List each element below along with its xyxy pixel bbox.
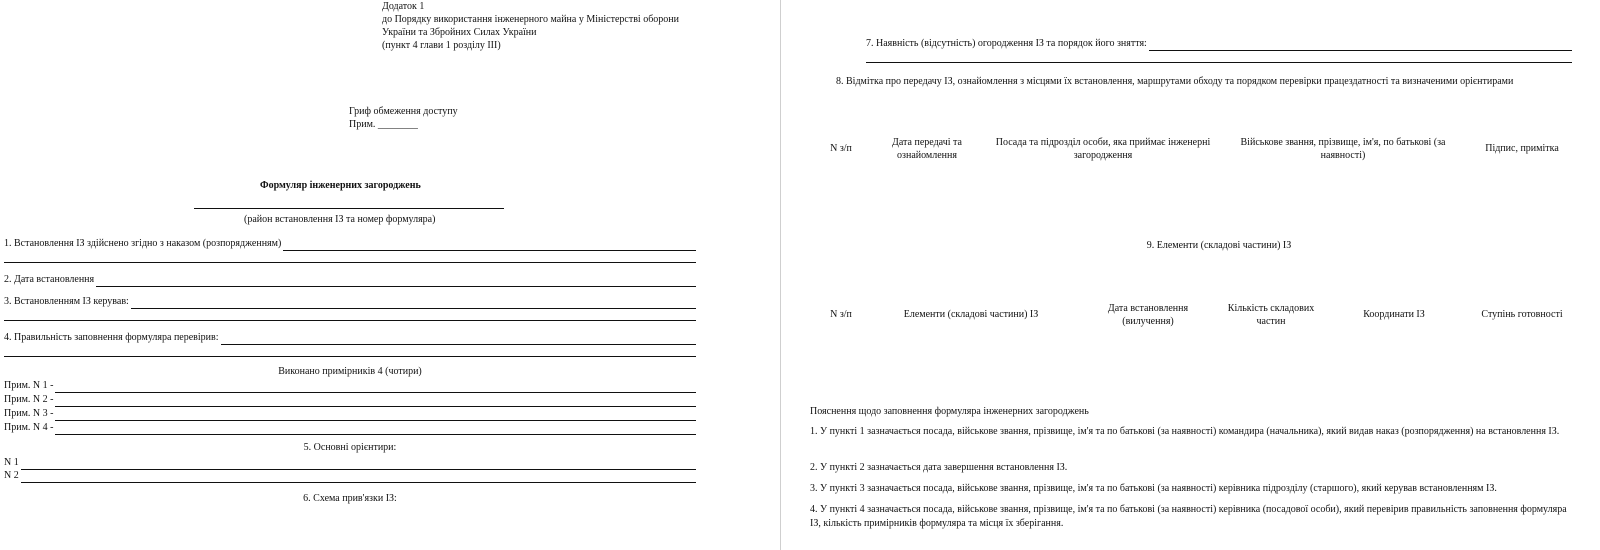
copy-row	[4, 380, 696, 393]
table9-header-cell: Ступінь готовності	[1481, 309, 1563, 320]
field-order-input[interactable]	[283, 241, 696, 251]
classification-label: Гриф обмеження доступу	[349, 106, 458, 117]
landmarks-heading: 5. Основні орієнтири:	[303, 442, 397, 453]
field-date-row	[4, 274, 696, 287]
table9-header-cell: Елементи (складові частини) ІЗ	[903, 309, 1039, 320]
left-page	[0, 0, 780, 550]
field-supervisor-input[interactable]	[131, 299, 696, 309]
copy-label: Прим. N 4 -	[4, 422, 54, 433]
note-paragraph: 4. У пункті 4 зазначається посада, військове звання, прізвище, ім'я та по батькові (за наявності) керівника (посадової особи), який перевірив правильність заповнення формуляра ІЗ, кількість примірників формуляра та місця їх зберігання.	[810, 504, 1567, 529]
copy-input[interactable]	[55, 383, 696, 393]
field-date-input[interactable]	[96, 277, 696, 287]
item7-input[interactable]	[1149, 41, 1572, 51]
region-number-caption: (район встановлення ІЗ та номер формуляра)	[244, 214, 436, 225]
table8-header-cell: N з/п	[830, 143, 852, 154]
landmark-input[interactable]	[21, 460, 696, 470]
annex-line-3: України та Збройних Силах України	[382, 27, 537, 38]
field-supervisor-row	[4, 296, 696, 309]
note-paragraph: 3. У пункті 3 зазначається посада, військове звання, прізвище, ім'я та по батькові (за наявності) керівника підрозділу (старшого), який керував встановленням ІЗ.	[810, 483, 1497, 494]
annex-line-4: (пункт 4 глави 1 розділу III)	[382, 40, 501, 51]
copy-input[interactable]	[55, 425, 696, 435]
table9-header-cell: Кількість складових частин	[1227, 303, 1315, 327]
field-order-line-2[interactable]	[4, 262, 696, 263]
item7-row	[866, 38, 1572, 51]
table9-header-cell: N з/п	[830, 309, 852, 320]
note-paragraph: 2. У пункті 2 зазначається дата завершення встановлення ІЗ.	[810, 462, 1068, 473]
item7-line-2[interactable]	[866, 62, 1572, 63]
note-paragraph: 1. У пункті 1 зазначається посада, військове звання, прізвище, ім'я та по батькові (за наявності) командира (начальника), який видав наказ (розпорядження) на встановлення ІЗ.	[810, 426, 1560, 437]
copy-label: Прим. N 1 -	[4, 380, 54, 391]
copy-row	[4, 408, 696, 421]
item9-heading: 9. Елементи (складові частини) ІЗ	[1146, 240, 1292, 251]
copy-label: Прим. N 2 -	[4, 394, 54, 405]
landmark-label: N 1	[4, 457, 19, 468]
field-checker-input[interactable]	[221, 335, 696, 345]
field-checker-line-2[interactable]	[4, 356, 696, 357]
table9-header-cell: Координати ІЗ	[1363, 309, 1425, 320]
right-page	[782, 0, 1600, 550]
landmark-label: N 2	[4, 470, 19, 481]
annex-line-2: до Порядку використання інженерного майна у Міністерстві оборони	[382, 14, 679, 25]
copy-row	[4, 394, 696, 407]
copy-input[interactable]	[55, 397, 696, 407]
notes-heading: Пояснення щодо заповнення формуляра інженерних загороджень	[810, 406, 1089, 417]
item7-label: 7. Наявність (відсутність) огородження ІЗ та порядок його зняття:	[866, 38, 1147, 49]
copy-input[interactable]	[55, 411, 696, 421]
annex-line-1: Додаток 1	[382, 1, 425, 12]
field-checker-row	[4, 332, 696, 345]
table8-header-cell: Військове звання, прізвище, ім'я, по батькові (за наявності)	[1240, 137, 1446, 161]
field-supervisor-line-2[interactable]	[4, 320, 696, 321]
page-divider	[780, 0, 781, 550]
item8-heading: 8. Відмітка про передачу ІЗ, ознайомлення з місцями їх встановлення, маршрутами обходу та порядком перевірки працездатності та визначеними орієнтирами	[836, 76, 1514, 87]
landmark-row	[4, 470, 696, 483]
copy-row	[4, 422, 696, 435]
form-title: Формуляр інженерних загороджень	[260, 180, 421, 191]
table8-header-cell: Підпис, примітка	[1485, 143, 1559, 154]
landmark-row	[4, 457, 696, 470]
copy-label: Прим. ________	[349, 119, 418, 130]
field-order-label: 1. Встановлення ІЗ здійснено згідно з наказом (розпорядженням)	[4, 238, 282, 249]
field-date-label: 2. Дата встановлення	[4, 274, 95, 285]
region-number-line[interactable]	[194, 208, 504, 209]
field-order-row	[4, 238, 696, 251]
field-supervisor-label: 3. Встановленням ІЗ керував:	[4, 296, 129, 307]
table9-header-cell: Дата встановлення (вилучення)	[1107, 303, 1189, 327]
scheme-heading: 6. Схема прив'язки ІЗ:	[303, 493, 397, 504]
table8-header-cell: Дата передачі та ознайомлення	[892, 137, 962, 161]
table8-header-cell: Посада та підрозділ особи, яка приймає інженерні загородження	[995, 137, 1211, 161]
field-checker-label: 4. Правильність заповнення формуляра перевірив:	[4, 332, 219, 343]
copies-heading: Виконано примірників 4 (чотири)	[278, 366, 422, 377]
copy-label: Прим. N 3 -	[4, 408, 54, 419]
landmark-input[interactable]	[21, 473, 696, 483]
